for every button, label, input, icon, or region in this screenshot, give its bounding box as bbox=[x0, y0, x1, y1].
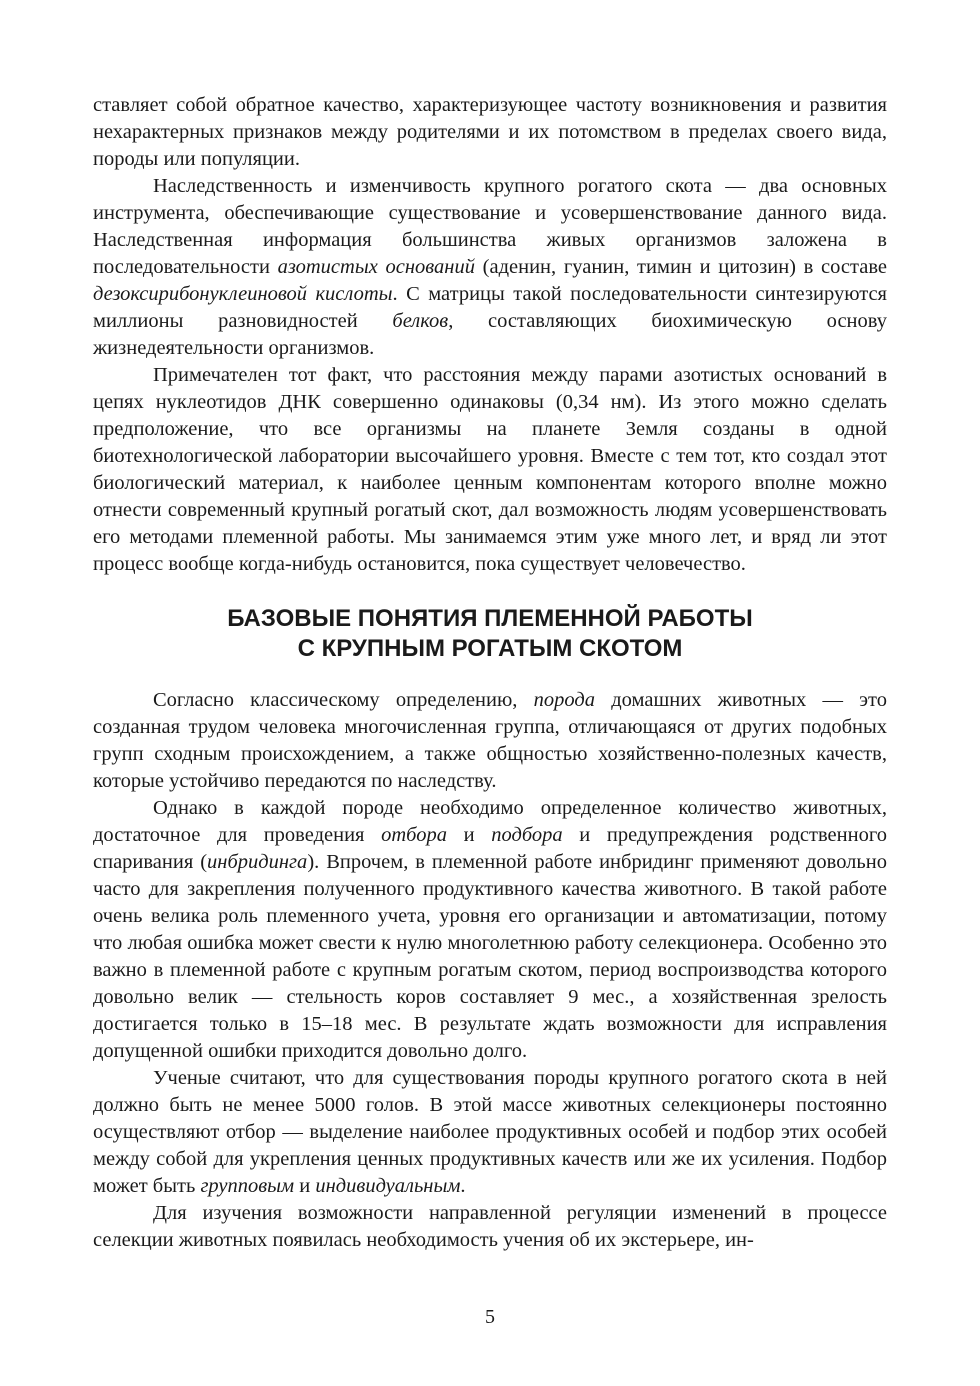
text-run: и предупреждения родственного спаривания ( bbox=[93, 824, 887, 873]
text-run: (аденин, гуанин, тимин и цитозин) в составе bbox=[474, 256, 887, 278]
paragraph bbox=[93, 92, 887, 173]
text-run: ставляет собой обратное качество, характеризующее частоту возникновения и развития нехарактерных признаков между родителями и их потомством в пределах своего вида, породы или популяции. bbox=[93, 94, 887, 170]
section-heading bbox=[93, 604, 887, 664]
italic-term: белков bbox=[392, 310, 449, 332]
paragraph bbox=[93, 362, 887, 578]
text-run: . С матрицы такой последовательности синтезируются миллионы разновидностей bbox=[93, 283, 887, 332]
italic-term: порода bbox=[533, 689, 596, 711]
italic-term: подбора bbox=[491, 824, 563, 846]
italic-term: дезоксирибонуклеиновой кислоты bbox=[93, 283, 393, 305]
text-run: и bbox=[446, 824, 492, 846]
text-run: и bbox=[294, 1175, 316, 1197]
text-run: Наследственность и изменчивость крупного рогатого скота — два основных инструмента, обеспечивающие существование и усовершенствование данного вида. Наследственная информация большинства живых организмов заложена в последовательности bbox=[93, 175, 887, 278]
text-run: Для изучения возможности направленной регуляции изменений в процессе селекции животных появилась необходимость учения об их экстерьере, ин- bbox=[93, 1202, 887, 1251]
italic-term: групповым bbox=[200, 1175, 295, 1197]
text-run: . bbox=[460, 1175, 466, 1197]
section-heading-line-2: С КРУПНЫМ РОГАТЫМ СКОТОМ bbox=[297, 635, 683, 662]
italic-term: инбридинга bbox=[207, 851, 308, 873]
text-run: Однако в каждой породе необходимо определенное количество животных, достаточное для проведения bbox=[93, 797, 887, 846]
paragraph bbox=[93, 1200, 887, 1254]
text-block-intro bbox=[93, 92, 887, 578]
italic-term: индивидуальным bbox=[315, 1175, 461, 1197]
paragraph bbox=[93, 1065, 887, 1200]
text-run: Согласно классическому определению, bbox=[153, 689, 534, 711]
text-run: ). Впрочем, в племенной работе инбридинг применяют довольно часто для закрепления полученного продуктивного качества животного. В такой работе очень велика роль племенного учета, уровня его организации и автоматизации, потому что любая ошибка может свести к нулю многолетнюю работу селекционера. Особенно это важно в племенной работе с крупным рогатым скотом, период воспроизводства которого довольно велик — стельность коров составляет 9 мес., а хозяйственная зрелость достигается только в 15–18 мес. В результате ждать возможности для исправления допущенной ошибки приходится довольно долго. bbox=[93, 851, 887, 1062]
text-run: домашних животных — это созданная трудом человека многочисленная группа, отличающаяся от других подобных групп сходным происхождением, а также общностью хозяйственно-полезных качеств, которые устойчиво передаются по наследству. bbox=[93, 689, 887, 792]
paragraph bbox=[93, 173, 887, 362]
italic-term: отбора bbox=[381, 824, 447, 846]
paragraph bbox=[93, 795, 887, 1065]
italic-term: азотистых оснований bbox=[277, 256, 475, 278]
text-run: Ученые считают, что для существования породы крупного рогатого скота в ней должно быть не менее 5000 голов. В этой массе животных селекционеры постоянно осуществляют отбор — выделение наиболее продуктивных особей и подбор этих особей между собой для укрепления ценных продуктивных качеств или же их усиления. Подбор может быть bbox=[93, 1067, 887, 1197]
page-number: 5 bbox=[485, 1306, 495, 1328]
paragraph bbox=[93, 687, 887, 795]
text-run: , составляющих биохимическую основу жизнедеятельности организмов. bbox=[93, 310, 887, 359]
text-block-body bbox=[93, 687, 887, 1254]
section-heading-line-1: БАЗОВЫЕ ПОНЯТИЯ ПЛЕМЕННОЙ РАБОТЫ bbox=[227, 605, 753, 632]
text-run: Примечателен тот факт, что расстояния между парами азотистых оснований в цепях нуклеотидов ДНК совершенно одинаковы (0,34 нм). Из этого можно сделать предположение, что все организмы на планете Земля созданы в одной биотехнологической лаборатории высочайшего уровня. Вместе с тем тот, кто создал этот биологический материал, к наиболее ценным компонентам которого вполне можно отнести современный крупный рогатый скот, дал возможность людям усовершенствовать его методами племенной работы. Мы занимаемся этим уже много лет, и вряд ли этот процесс вообще когда-нибудь остановится, пока существует человечество. bbox=[93, 364, 887, 575]
